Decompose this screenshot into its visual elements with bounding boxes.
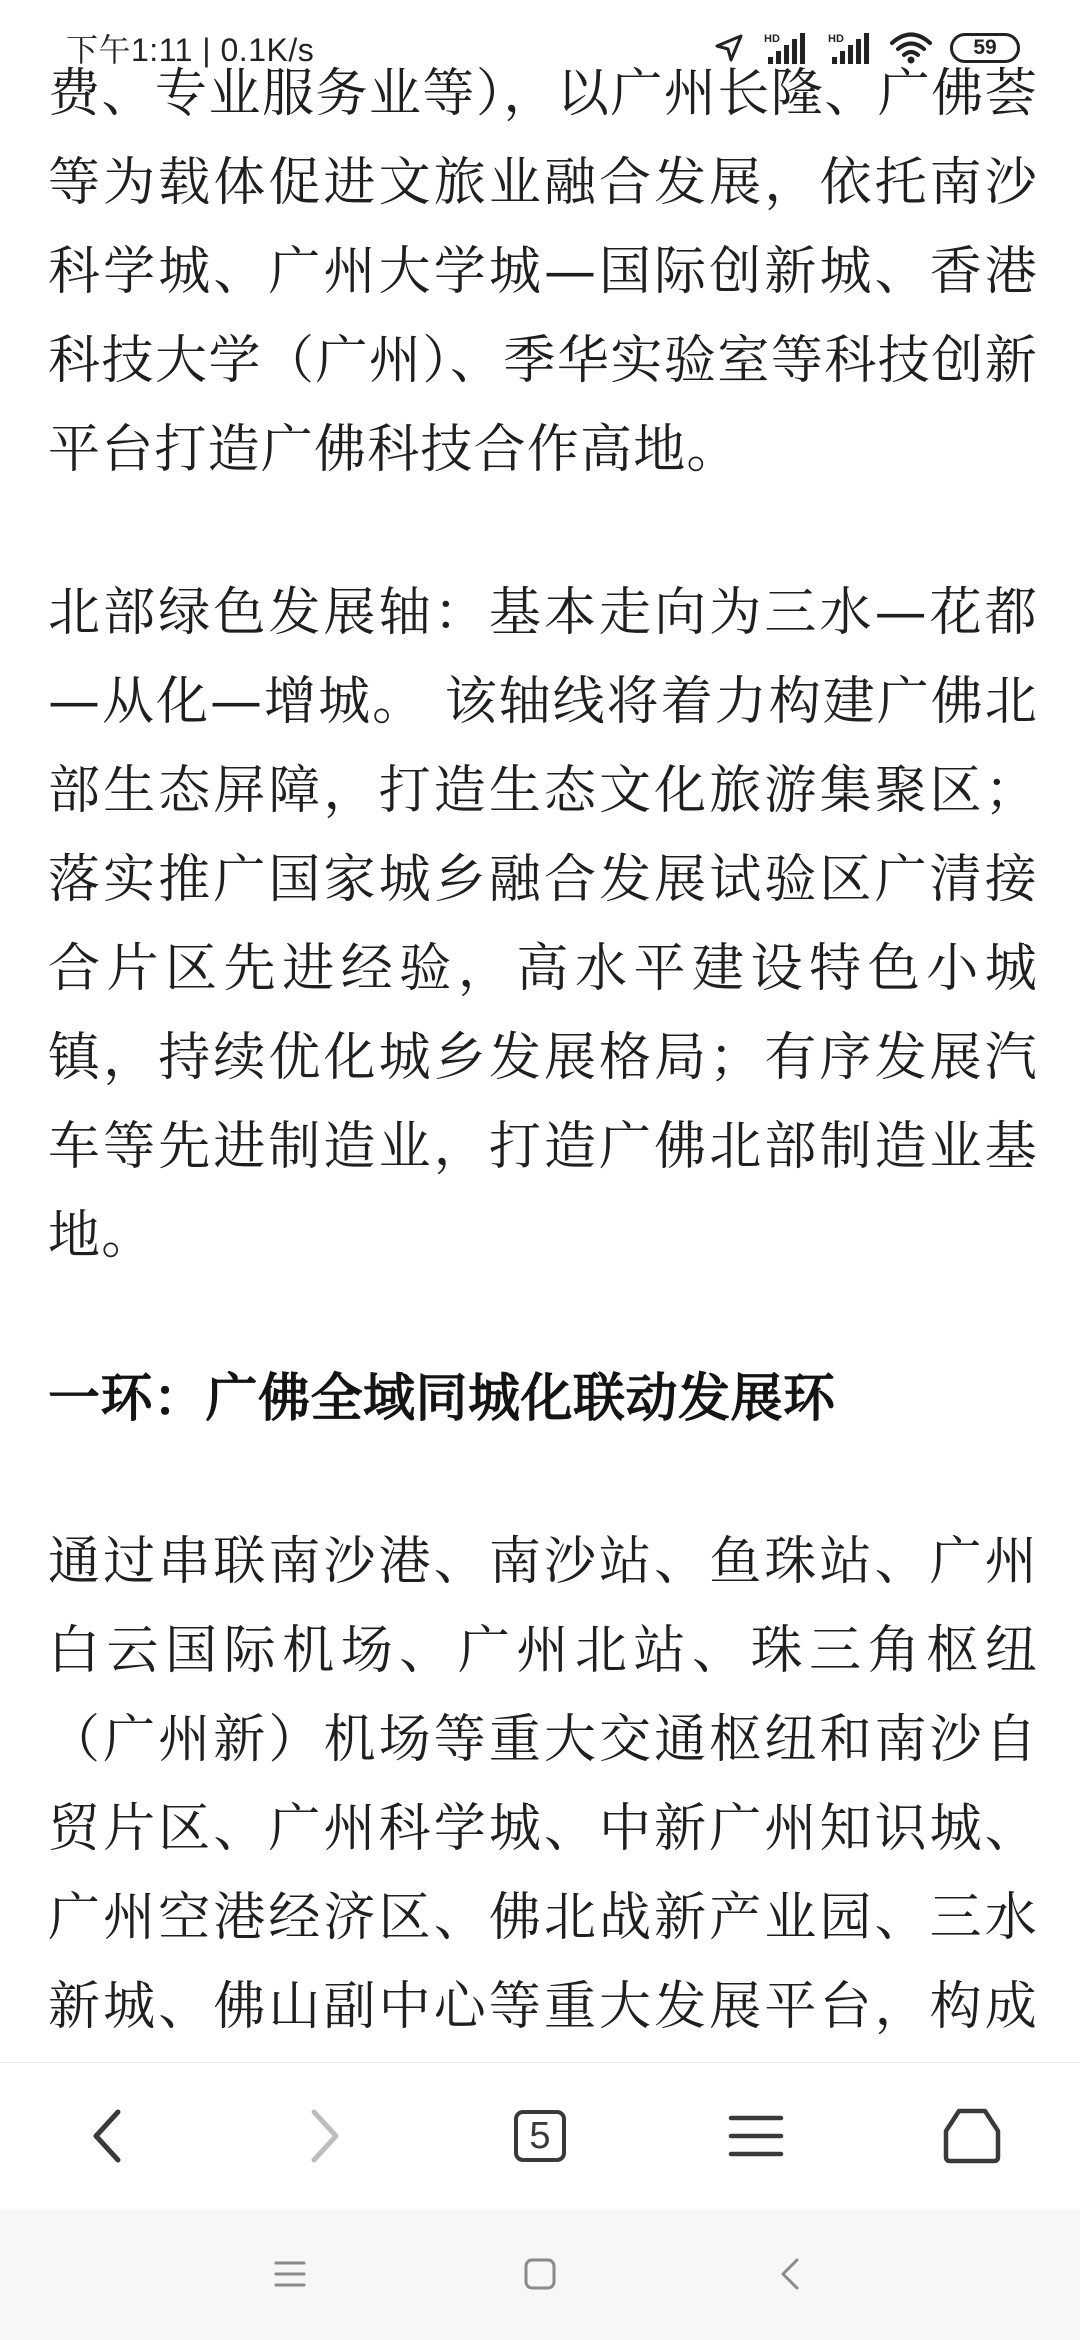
svg-text:HD: HD	[828, 33, 844, 45]
article-paragraph: 北部绿色发展轴：基本走向为三水—花都—从化—增城。 该轴线将着力构建广佛北部生态屏障，打造生态文化旅游集聚区；落实推广国家城乡融合发展试验区广清接合片区先进经验，高水平建设特色小城镇，持续优化城乡发展格局；有序发展汽车等先进制造业，打造广佛北部制造业基地。	[48, 583, 1038, 1266]
back-nav-button[interactable]	[750, 2234, 830, 2314]
status-time-speed: 下午1:11 | 0.1K/s	[66, 32, 315, 68]
section-heading: 一环：广佛全域同城化联动发展环	[48, 1369, 836, 1429]
recents-icon	[274, 2260, 306, 2288]
wifi-icon	[890, 32, 932, 64]
back-button[interactable]	[48, 2076, 168, 2196]
menu-button[interactable]	[696, 2076, 816, 2196]
tabs-button[interactable]	[480, 2076, 600, 2196]
forward-button[interactable]	[264, 2076, 384, 2196]
recents-button[interactable]	[250, 2234, 330, 2314]
location-icon	[714, 33, 744, 63]
signal-hd-icon	[762, 31, 808, 65]
article-paragraph: 费、专业服务业等），以广州长隆、广佛荟等为载体促进文旅业融合发展，依托南沙科学城、广州大学城—国际创新城、香港科技大学（广州）、季华实验室等科技创新平台打造广佛科技合作高地。	[48, 64, 1038, 480]
status-icons	[714, 31, 1020, 65]
home-square-icon	[524, 2258, 556, 2290]
back-triangle-icon	[779, 2257, 801, 2291]
status-bar	[0, 0, 1080, 96]
menu-icon	[728, 2112, 784, 2160]
article-paragraph: 通过串联南沙港、南沙站、鱼珠站、广州白云国际机场、广州北站、珠三角枢纽（广州新）机场等重大交通枢纽和南沙自贸片区、广州科学城、中新广州知识城、广州空港经济区、佛北战新产业园、三水新城、佛山副中心等重大发展平台，构成	[48, 1532, 1038, 2037]
browser-toolbar	[0, 2062, 1080, 2209]
signal-hd-icon	[826, 31, 872, 65]
battery-icon: 59	[950, 33, 1020, 63]
tabs-icon: 5	[514, 2110, 566, 2162]
home-nav-button[interactable]	[500, 2234, 580, 2314]
article-body	[48, 50, 1038, 2304]
forward-icon	[304, 2108, 344, 2164]
back-icon	[88, 2108, 128, 2164]
home-button[interactable]	[912, 2076, 1032, 2196]
system-navigation-bar	[0, 2208, 1080, 2340]
home-icon	[943, 2107, 1001, 2165]
svg-text:HD: HD	[764, 33, 780, 45]
